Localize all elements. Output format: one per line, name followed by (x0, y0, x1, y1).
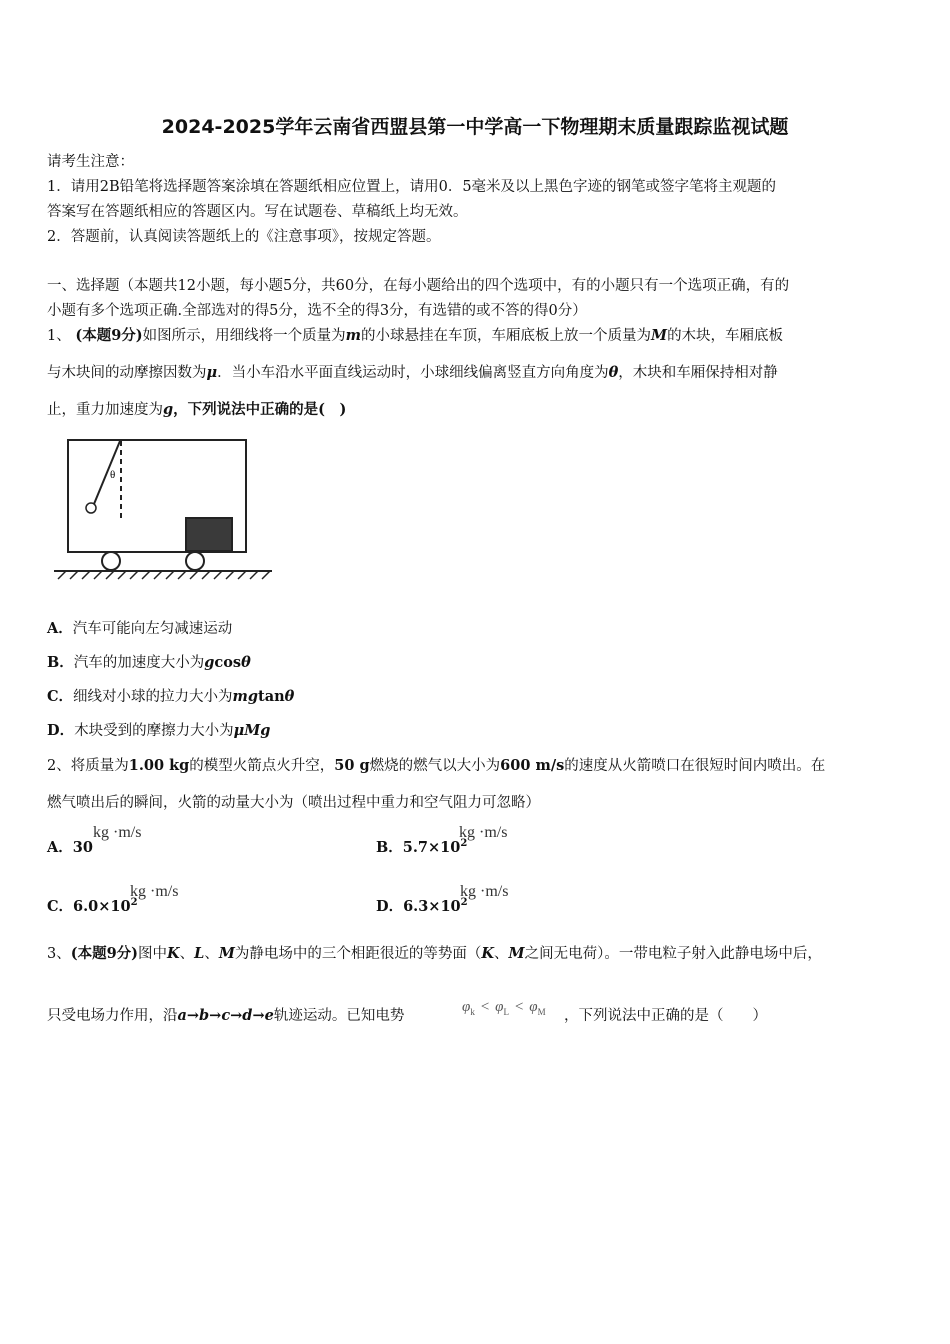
q2-mass: 1.00 kg (128, 757, 190, 774)
wheel-right (186, 552, 204, 570)
q1-text: 与木块间的动摩擦因数为 (47, 365, 207, 381)
var-L: L (194, 945, 205, 962)
phi-l: $\varphi_L$ (495, 999, 509, 1017)
q1-option-c[interactable] (47, 687, 294, 707)
var-M: M (508, 945, 525, 962)
q1-number: 1、 (47, 328, 71, 344)
option-label: A． (47, 620, 73, 637)
q2-speed: 600 m/s (500, 757, 565, 774)
q2-line2: 燃气喷出后的瞬间，火箭的动量大小为（喷出过程中重力和空气阻力可忽略） (47, 795, 540, 811)
option-label: D． (47, 722, 75, 739)
q3-text: 只受电场力作用，沿 (47, 1008, 178, 1024)
q1-text: ，木块和车厢保持相对静 (618, 365, 778, 381)
option-value: 30 (72, 839, 93, 856)
option-exponent: 2 (460, 897, 468, 908)
ground-hatching (58, 571, 270, 579)
q2-option-d-unit: kg ·m/s (460, 883, 509, 900)
potential-inequality (462, 996, 546, 1017)
var-K: K (481, 945, 495, 962)
q2-number: 2、 (47, 758, 71, 774)
option-label: C． (47, 898, 74, 915)
pendulum-ball (86, 503, 96, 513)
var-g: g (163, 401, 174, 418)
q3-text: 、 (494, 946, 509, 962)
notice-line1b: 答案写在答题纸相应的答题区内。写在试题卷、草稿纸上均无效。 (47, 204, 468, 220)
option-expr: μMg (233, 722, 271, 739)
option-text: 木块受到的摩擦力大小为 (74, 723, 234, 739)
q1-text: 的小球悬挂在车顶，车厢底板上放一个质量为 (361, 328, 651, 344)
q3-text: 图中 (138, 946, 168, 962)
notice-line2: 2．答题前，认真阅读答题纸上的《注意事项》，按规定答题。 (47, 229, 441, 245)
q2-option-a-unit: kg ·m/s (93, 824, 142, 841)
option-text: 汽车可能向左匀减速运动 (72, 621, 233, 637)
q1-text: ，下列说法中正确的是( ) (173, 401, 347, 418)
q3-number: 3、 (47, 946, 71, 962)
notice-heading: 请考生注意： (47, 154, 134, 170)
q2-line1 (47, 756, 825, 776)
q1-text: 止，重力加速度为 (47, 402, 163, 418)
var-M: M (218, 945, 235, 962)
pendulum-string (94, 441, 120, 504)
option-var: θ (241, 654, 251, 671)
option-label: D． (376, 898, 404, 915)
wheel-left (102, 552, 120, 570)
option-exponent: 2 (460, 838, 468, 849)
q3-path: a→b→c→d→e (177, 1007, 274, 1024)
var-mu: μ (206, 364, 218, 381)
option-value: 5.7×10 (402, 839, 461, 856)
wooden-block (186, 518, 232, 551)
section-line1: 一、选择题（本题共12小题，每小题5分，共60分，在每小题给出的四个选项中，有的小题只有一个选项正确，有的 (47, 278, 790, 294)
option-expr: mg (232, 688, 259, 705)
option-text: 汽车的加速度大小为 (73, 655, 205, 671)
q2-option-a[interactable] (47, 838, 93, 858)
option-text: 细线对小球的拉力大小为 (73, 689, 233, 705)
var-M: M (651, 327, 668, 344)
q3-text: 为静电场中的三个相距很近的等势面（ (234, 946, 482, 962)
option-var: θ (284, 688, 295, 705)
option-fn: cos (214, 654, 242, 671)
q1-text: 如图所示，用细线将一个质量为 (142, 328, 346, 344)
phi-k: $\varphi_k$ (462, 999, 475, 1017)
q1-line2 (47, 363, 778, 383)
option-label: A． (47, 839, 73, 856)
q3-line2-end: ，下列说法中正确的是（ ） (564, 1008, 767, 1024)
q1-text: 的木块，车厢底板 (667, 328, 784, 344)
theta-label: θ (110, 469, 116, 481)
q2-gas: 50 g (334, 757, 370, 774)
option-label: C． (47, 688, 74, 705)
less-than: < (514, 999, 525, 1015)
option-label: B． (376, 839, 403, 856)
page-title: 2024-2025学年云南省西盟县第一中学高一下物理期末质量跟踪监视试题 (161, 116, 789, 138)
q1-option-b[interactable] (47, 653, 251, 673)
q1-score: (本题9分) (75, 327, 143, 344)
q2-text: 将质量为 (70, 758, 129, 774)
q3-text: 轨迹运动。已知电势 (273, 1008, 405, 1024)
notice-line1a: 1．请用2B铅笔将选择题答案涂填在答题纸相应位置上，请用0．5毫米及以上黑色字迹的钢笔或签字笔将主观题的 (47, 179, 777, 195)
option-value: 6.0×10 (73, 898, 131, 915)
q2-option-c-unit: kg ·m/s (130, 883, 179, 900)
var-m: m (345, 327, 361, 344)
q1-option-a[interactable] (47, 619, 232, 639)
q3-text: 、 (204, 946, 219, 962)
phi-m: $\varphi_M$ (529, 999, 546, 1017)
q1-text: ．当小车沿水平面直线运动时，小球细线偏离竖直方向角度为 (217, 365, 609, 381)
q1-line1 (47, 326, 783, 346)
q3-text: 、 (179, 946, 195, 962)
cart-figure (50, 432, 276, 588)
q1-line3 (47, 400, 346, 420)
var-K: K (167, 945, 180, 962)
option-exponent: 2 (130, 897, 138, 908)
q2-text: 的速度从火箭喷口在很短时间内喷出。在 (564, 758, 826, 774)
option-label: B． (47, 654, 74, 671)
option-expr: g (204, 654, 215, 671)
q2-text: 燃烧的燃气以大小为 (369, 758, 501, 774)
var-theta: θ (608, 364, 619, 381)
option-fn: tan (258, 688, 285, 705)
q3-text: 之间无电荷）。一带电粒子射入此静电场中后， (524, 946, 822, 962)
q3-score: (本题9分) (70, 945, 139, 962)
q3-line1 (47, 944, 822, 964)
q2-option-b[interactable] (376, 838, 467, 860)
q2-option-c[interactable] (47, 897, 138, 919)
section-line2: 小题有多个选项正确.全部选对的得5分，选不全的得3分，有选错的或不答的得0分） (47, 303, 587, 319)
q3-line2 (47, 1006, 404, 1026)
less-than: < (479, 999, 491, 1015)
q2-option-d[interactable] (376, 897, 468, 919)
q2-text: 的模型火箭点火升空， (189, 758, 335, 774)
option-value: 6.3×10 (403, 898, 461, 915)
q2-option-b-unit: kg ·m/s (459, 824, 508, 841)
q1-option-d[interactable] (47, 721, 270, 741)
